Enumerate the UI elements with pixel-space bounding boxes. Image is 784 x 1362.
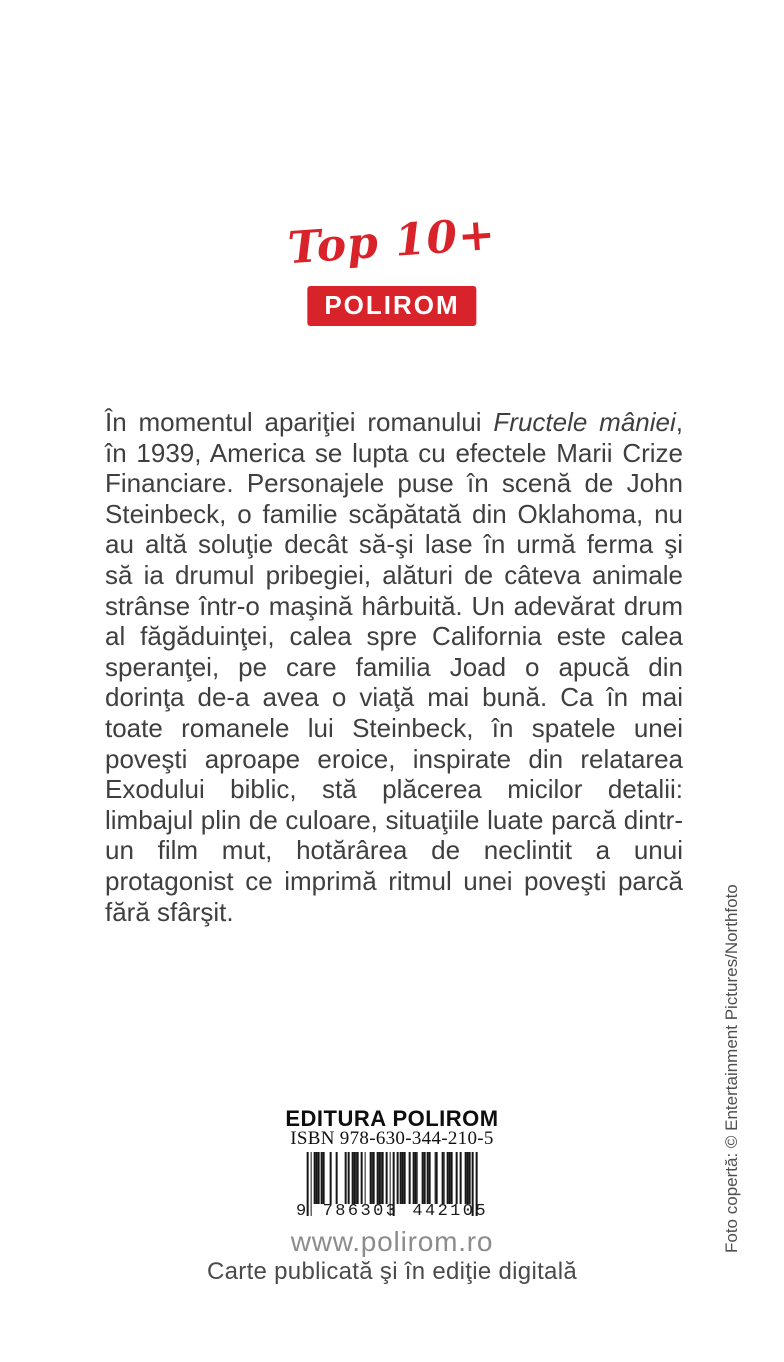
digital-edition-note: Carte publicată şi în ediţie digitală	[207, 1258, 577, 1285]
description-intro: În momentul apariţiei romanului	[105, 407, 494, 437]
polirom-logo	[307, 286, 476, 326]
publisher-imprint: EDITURA POLIROM	[285, 1106, 499, 1131]
book-title: Fructele mâniei	[493, 407, 676, 437]
barcode-digit-left: 9	[296, 1202, 309, 1221]
barcode-digits-group1: 786303	[322, 1202, 399, 1221]
top10-badge: Top 10+	[286, 208, 498, 275]
description-rest: , în 1939, America se lupta cu efectele Marii Crize Financiare. Personajele puse în scenă de John Steinbeck, o familie scăpătată din Oklahoma, nu au altă soluţie decât să-şi lase în urmă ferma şi să ia drumul pribegiei, alături de câteva animale strânse într-o maşină hârbuită. Un adevărat drum al făgăduinţei, calea spre California este calea speranţei, pe care familia Joad o apucă din dorinţa de-a avea o viaţă mai bună. Ca în mai toate romanele lui Steinbeck, în spatele unei poveşti aproape eroice, inspirate din relatarea Exodului biblic, stă plăcerea micilor detalii: limbajul plin de culoare, situaţiile luate parcă dintr-un film mut, hotărârea de neclintit a unui protagonist ce imprimă ritmul unei poveşti parcă fără sfârşit.	[105, 407, 683, 927]
polirom-logo-label: POLIROM	[324, 290, 460, 320]
barcode-digits	[296, 1202, 488, 1221]
isbn-label: ISBN 978-630-344-210-5	[290, 1128, 494, 1149]
barcode-digits-group2: 442105	[412, 1202, 488, 1221]
book-description	[105, 407, 683, 927]
photo-credit: Foto copertă: © Entertainment Pictures/Northfoto	[722, 884, 741, 1253]
publisher-website: www.polirom.ro	[290, 1226, 494, 1257]
